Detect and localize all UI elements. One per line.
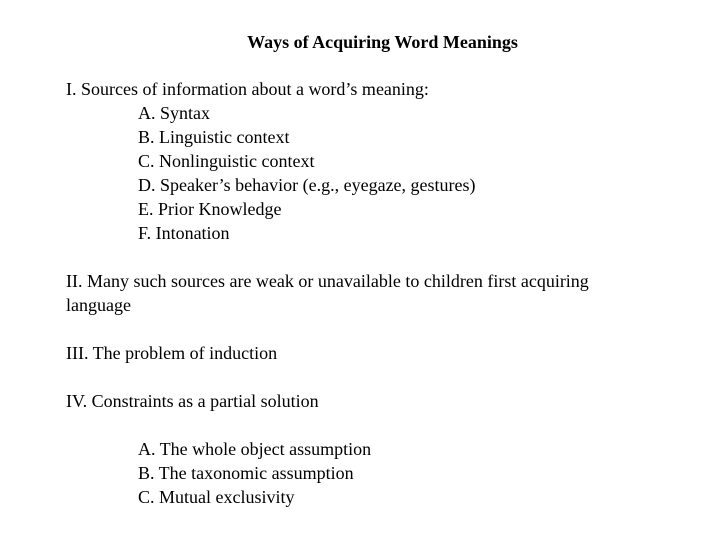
outline — [66, 77, 666, 509]
section-1-heading: I. Sources of information about a word’s meaning: — [66, 79, 429, 99]
section-2-heading-line-1: II. Many such sources are weak or unavailable to children first acquiring — [66, 271, 589, 291]
section-4-item-b: B. The taxonomic assumption — [138, 463, 354, 483]
section-4-heading: IV. Constraints as a partial solution — [66, 391, 319, 411]
spacer — [66, 413, 666, 437]
slide-title: Ways of Acquiring Word Meanings — [247, 32, 518, 52]
spacer — [66, 317, 666, 341]
section-1-item-c: C. Nonlinguistic context — [138, 151, 315, 171]
section-3-heading: III. The problem of induction — [66, 343, 278, 363]
section-1-item-f: F. Intonation — [138, 223, 230, 243]
section-1-item-d: D. Speaker’s behavior (e.g., eyegaze, gestures) — [138, 175, 476, 195]
section-1-item-e: E. Prior Knowledge — [138, 199, 282, 219]
section-4-item-c: C. Mutual exclusivity — [138, 487, 295, 507]
section-4-item-a: A. The whole object assumption — [138, 439, 372, 459]
spacer — [66, 365, 666, 389]
spacer — [66, 245, 666, 269]
section-1-item-a: A. Syntax — [138, 103, 210, 123]
section-2-heading-line-2: language — [66, 295, 131, 315]
section-1-item-b: B. Linguistic context — [138, 127, 290, 147]
